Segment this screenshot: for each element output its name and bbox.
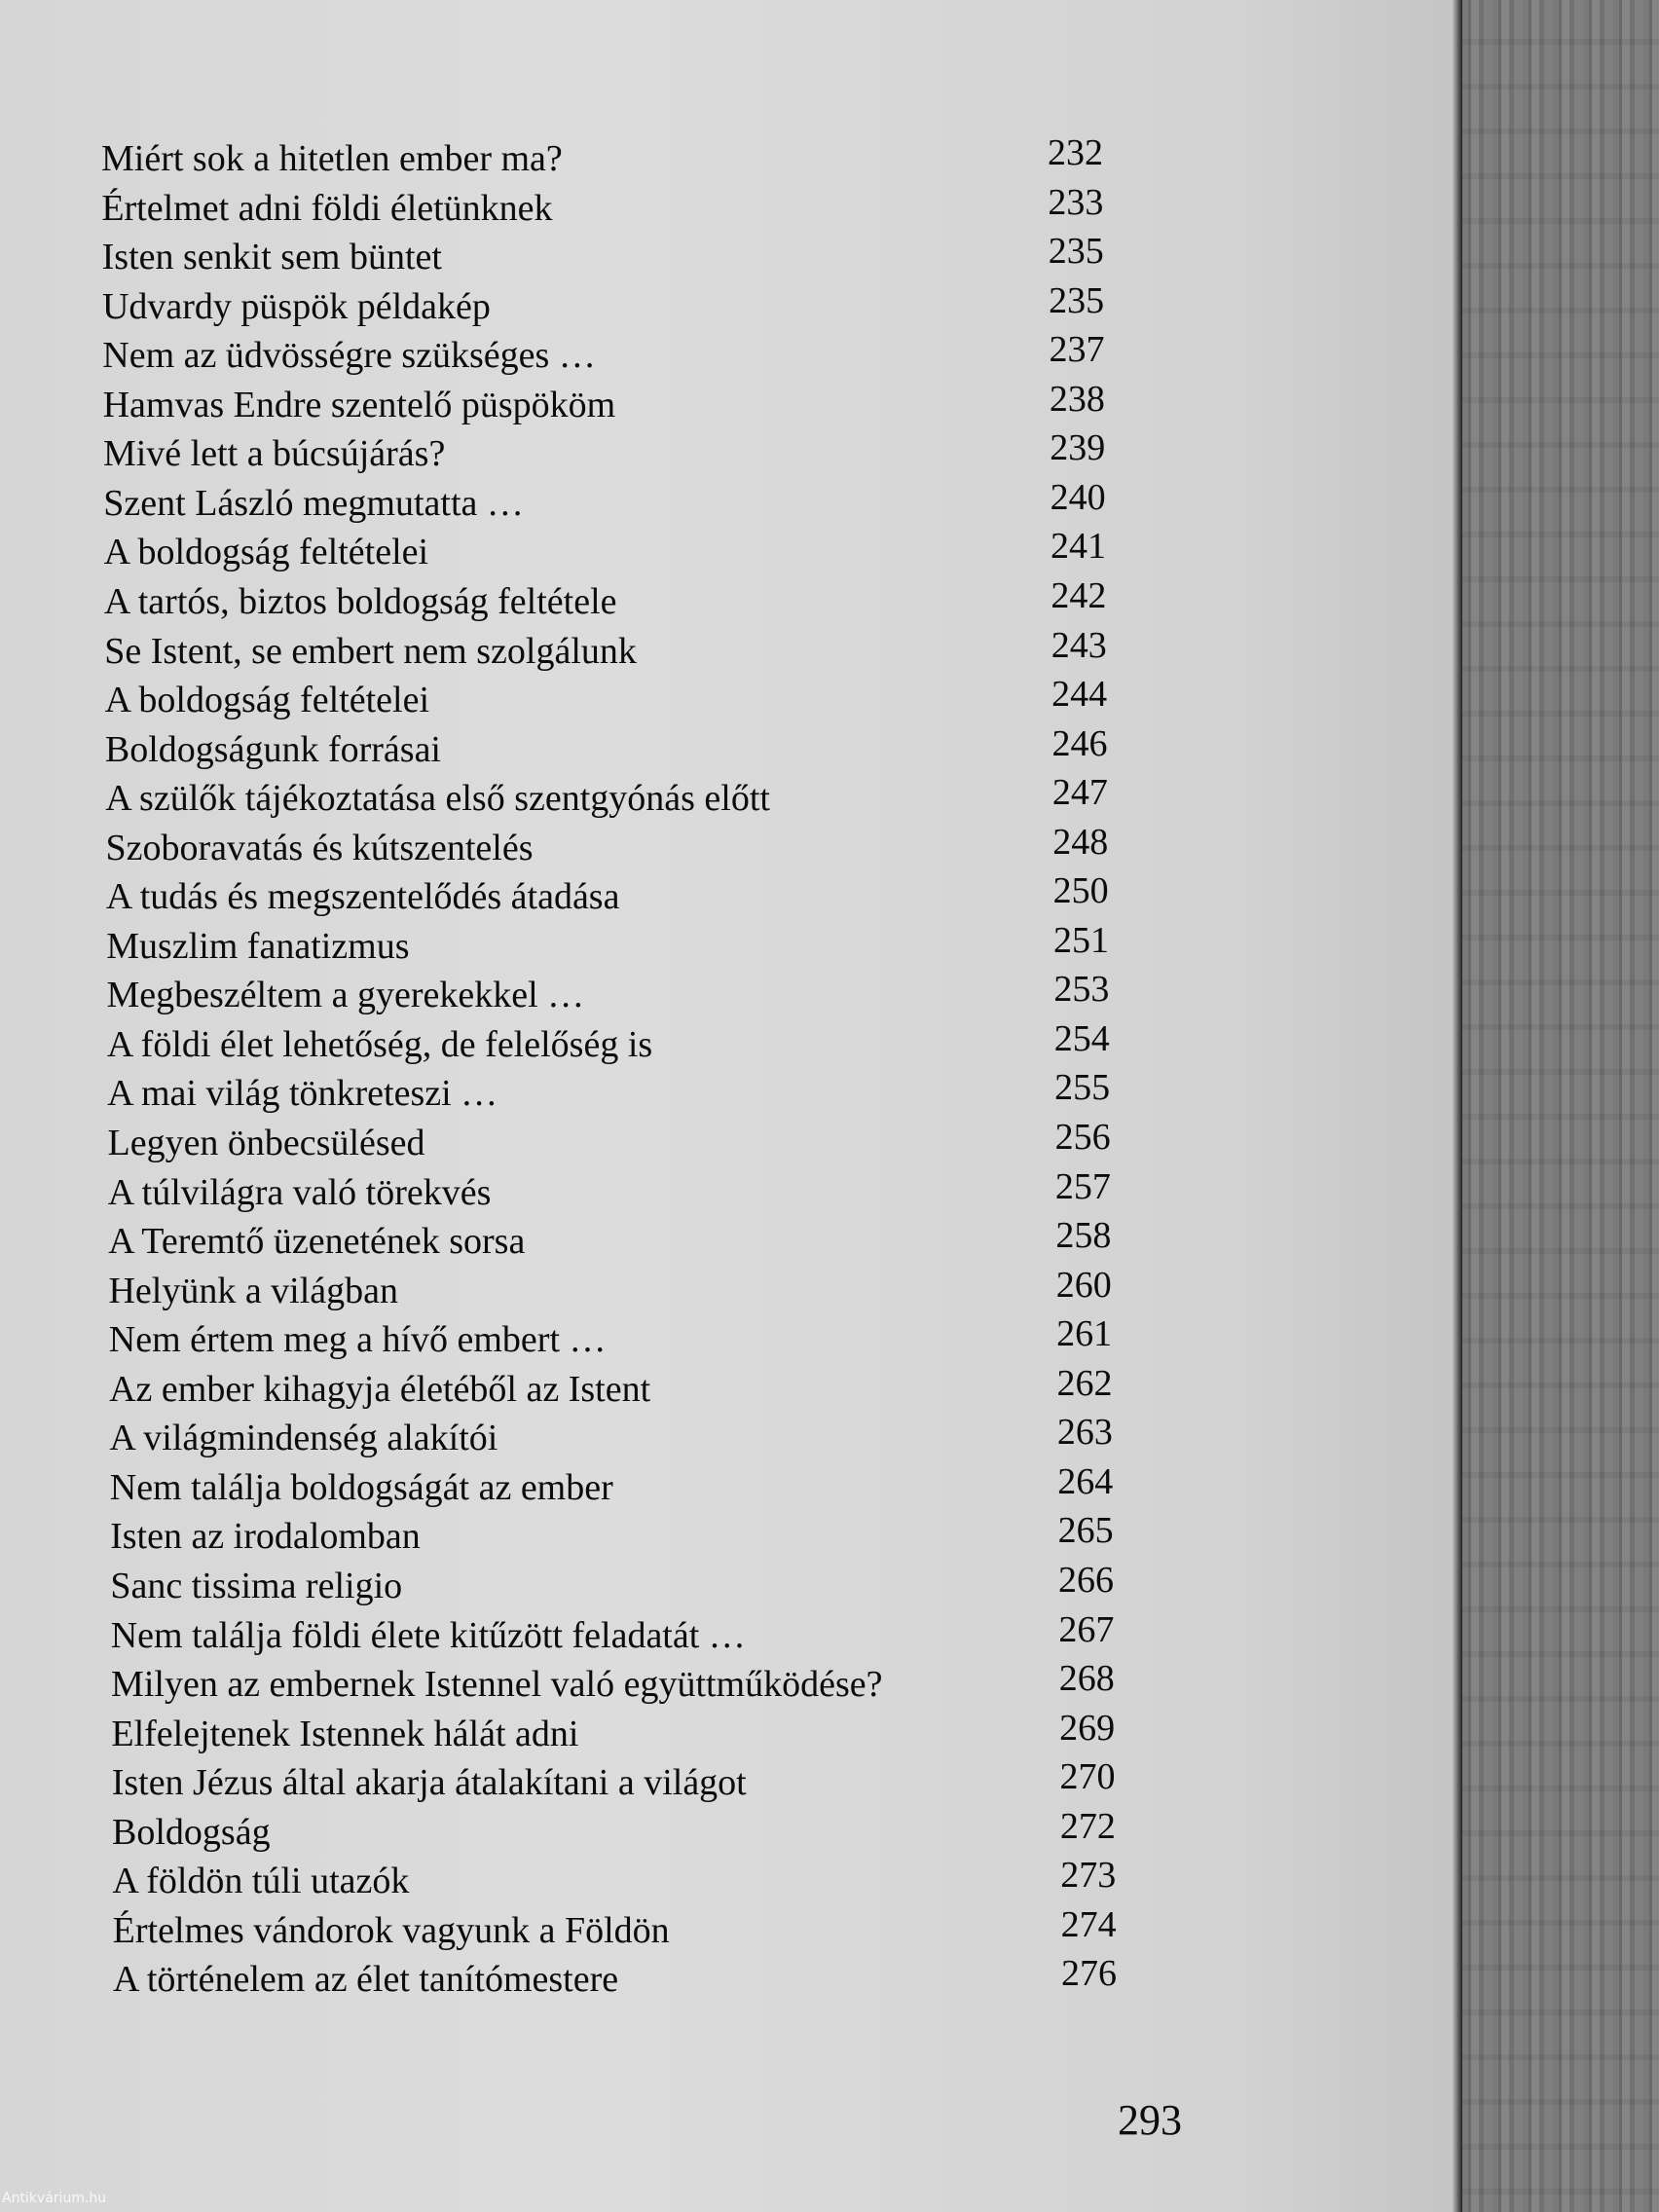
toc-entry-page: 241 xyxy=(1051,526,1107,568)
toc-entry-title: A Teremtő üzenetének sorsa xyxy=(108,1221,526,1263)
toc-entry-title: Nem találja boldogságát az ember xyxy=(109,1466,613,1508)
toc-entry-title: Szoboravatás és kútszentelés xyxy=(105,827,534,868)
toc-entry xyxy=(106,872,1177,921)
toc-entry xyxy=(108,1217,1179,1266)
toc-entry-page: 235 xyxy=(1049,279,1105,321)
toc-entry xyxy=(107,1119,1178,1167)
toc-entry-title: Hamvas Endre szentelő püspököm xyxy=(102,384,616,425)
toc-entry-page: 246 xyxy=(1051,722,1108,764)
toc-entry-page: 270 xyxy=(1059,1756,1116,1798)
toc-entry xyxy=(109,1414,1180,1462)
toc-entry xyxy=(113,1955,1184,2004)
toc-entry-page: 253 xyxy=(1053,969,1110,1011)
toc-entry xyxy=(102,378,1174,429)
toc-entry xyxy=(101,181,1172,233)
toc-entry xyxy=(110,1559,1181,1610)
toc-entry-title: Mivé lett a búcsújárás? xyxy=(102,433,446,475)
toc-entry-page: 276 xyxy=(1061,1953,1117,1995)
toc-entry xyxy=(103,429,1174,478)
toc-entry-title: Értelmet adni földi életünknek xyxy=(101,187,553,229)
toc-entry-page: 242 xyxy=(1051,574,1107,616)
toc-entry-title: A világmindenség alakítói xyxy=(109,1418,498,1459)
toc-entry-page: 254 xyxy=(1053,1017,1110,1059)
toc-entry-title: Elfelejtenek Istennek hálát adni xyxy=(111,1713,579,1754)
toc-entry-title: A szülők tájékoztatása első szentgyónás előtt xyxy=(105,778,770,820)
toc-entry-title: Isten az irodalomban xyxy=(110,1516,421,1558)
toc-entry xyxy=(112,1758,1183,1807)
toc-entry-page: 250 xyxy=(1052,870,1109,912)
toc-entry-page: 258 xyxy=(1055,1215,1112,1257)
toc-entry xyxy=(112,1903,1184,1955)
toc-entry-page: 264 xyxy=(1057,1460,1114,1502)
toc-entry xyxy=(111,1707,1182,1758)
toc-entry-title: Boldogságunk forrásai xyxy=(104,728,441,770)
toc-entry xyxy=(101,279,1173,331)
toc-entry xyxy=(106,1017,1178,1069)
toc-entry-page: 255 xyxy=(1054,1067,1111,1109)
toc-entry-page: 238 xyxy=(1049,378,1105,420)
toc-entry-page: 235 xyxy=(1048,231,1104,273)
toc-entry xyxy=(102,331,1173,380)
toc-entry-page: 232 xyxy=(1048,132,1103,173)
toc-entry-page: 268 xyxy=(1058,1658,1115,1700)
toc-entry xyxy=(109,1315,1180,1364)
toc-entry-title: Az ember kihagyja életéből az Istent xyxy=(109,1368,651,1410)
toc-entry-title: Helyünk a világban xyxy=(108,1270,399,1311)
page-edge xyxy=(1453,0,1462,2212)
toc-entry-page: 263 xyxy=(1056,1412,1113,1454)
toc-entry-page: 243 xyxy=(1051,624,1107,666)
toc-entry xyxy=(110,1512,1181,1561)
toc-entry-page: 240 xyxy=(1050,476,1106,518)
toc-entry-title: A boldogság feltételei xyxy=(103,532,429,573)
toc-entry-title: A földi élet lehetőség, de felelőség is xyxy=(106,1023,653,1065)
toc-entry xyxy=(102,233,1173,281)
toc-entry-title: Sanc tissima religio xyxy=(110,1565,403,1606)
toc-entry-title: Nem értem meg a hívő embert … xyxy=(108,1319,607,1361)
toc-entry-title: Isten Jézus által akarja átalakítani a világot xyxy=(111,1762,747,1804)
toc-entry-page: 272 xyxy=(1059,1805,1116,1847)
toc-entry-title: Nem találja földi élete kitűzött feladatát … xyxy=(110,1614,746,1656)
toc-entry-title: A történelem az élet tanítómestere xyxy=(113,1959,619,2001)
toc-entry xyxy=(110,1608,1182,1660)
toc-entry-page: 260 xyxy=(1055,1264,1112,1306)
toc-entry xyxy=(104,722,1176,774)
toc-entry-title: Legyen önbecsülésed xyxy=(107,1123,425,1163)
toc-entry-page: 266 xyxy=(1057,1559,1114,1601)
toc-entry-title: Miért sok a hitetlen ember ma? xyxy=(101,138,563,179)
toc-entry xyxy=(107,1069,1178,1118)
toc-entry-page: 267 xyxy=(1058,1608,1115,1650)
toc-entry-title: A boldogság feltételei xyxy=(104,680,430,721)
toc-entry xyxy=(103,476,1174,528)
toc-entry-title: A tudás és megszentelődés átadása xyxy=(105,876,620,918)
toc-entry-title: Boldogság xyxy=(112,1811,271,1853)
toc-entry-title: Szent László megmutatta … xyxy=(103,482,524,524)
toc-entry xyxy=(106,919,1177,971)
toc-entry xyxy=(105,676,1176,724)
page-number: 293 xyxy=(1118,2096,1182,2144)
toc-entry xyxy=(104,528,1175,576)
toc-entry xyxy=(104,624,1175,676)
toc-entry xyxy=(112,1857,1183,1905)
wood-grain xyxy=(1462,0,1659,2212)
toc-entry xyxy=(107,1165,1179,1217)
toc-entry-page: 248 xyxy=(1052,821,1109,863)
toc-entry-page: 251 xyxy=(1053,919,1110,961)
toc-entry-page: 274 xyxy=(1060,1903,1117,1945)
toc-entry-title: Megbeszéltem a gyerekekkel … xyxy=(106,975,585,1016)
toc-entry-page: 239 xyxy=(1050,427,1106,469)
toc-entry-title: Értelmes vándorok vagyunk a Földön xyxy=(112,1909,670,1951)
toc-entry-title: Muszlim fanatizmus xyxy=(106,925,410,967)
toc-entry-title: Udvardy püspök példakép xyxy=(101,285,491,327)
toc-entry xyxy=(105,774,1176,823)
toc-entry-title: A mai világ tönkreteszi … xyxy=(107,1073,498,1115)
toc-entry xyxy=(103,574,1175,626)
toc-entry-title: Nem az üdvösségre szükséges … xyxy=(102,335,596,377)
toc-entry xyxy=(112,1805,1183,1857)
watermark-text: Antikvárium.hu xyxy=(2,2191,107,2206)
toc-entry-title: A túlvilágra való törekvés xyxy=(107,1171,492,1213)
toc-entry-title: Milyen az embernek Istennel való együttműködése? xyxy=(111,1664,883,1706)
toc-entry xyxy=(108,1264,1179,1315)
toc-entry-page: 247 xyxy=(1051,772,1108,814)
toc-entry-page: 273 xyxy=(1060,1855,1117,1897)
toc-entry xyxy=(101,134,1172,183)
toc-entry-title: A földön túli utazók xyxy=(112,1861,410,1902)
toc-entry-page: 257 xyxy=(1054,1165,1111,1207)
toc-entry xyxy=(105,821,1177,872)
toc-entry-page: 265 xyxy=(1057,1510,1114,1552)
toc-entry-page: 261 xyxy=(1056,1313,1113,1355)
toc-entry-page: 237 xyxy=(1049,329,1105,371)
toc-entry-title: Isten senkit sem büntet xyxy=(101,237,442,278)
toc-entry-page: 244 xyxy=(1051,674,1108,716)
toc-entry-page: 262 xyxy=(1056,1362,1113,1404)
toc-entry xyxy=(111,1660,1182,1709)
toc-entry-page: 233 xyxy=(1048,181,1104,223)
toc-entry xyxy=(109,1362,1180,1414)
toc-entry-page: 269 xyxy=(1059,1707,1116,1749)
toc-entry-title: A tartós, biztos boldogság feltétele xyxy=(103,580,617,622)
toc-entry-page: 256 xyxy=(1054,1117,1111,1158)
toc-entry-title: Se Istent, se embert nem szolgálunk xyxy=(104,630,637,672)
toc-entry xyxy=(107,971,1178,1019)
toc-entry xyxy=(109,1460,1181,1512)
